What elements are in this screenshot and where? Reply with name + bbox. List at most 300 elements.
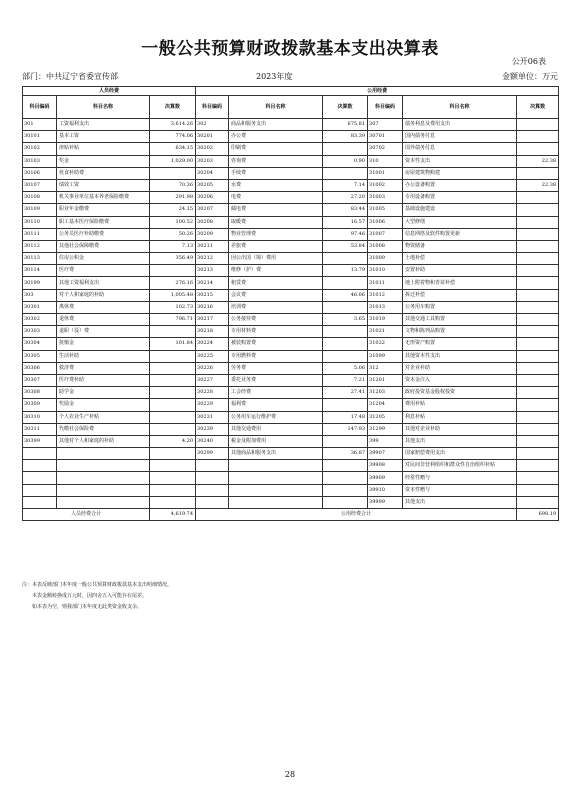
amount-cell: 774.06: [150, 131, 196, 143]
personnel-total-label: 人员经费合计: [23, 509, 150, 521]
amount-cell: [517, 216, 559, 228]
subject-name-cell: 房屋建筑物购建: [403, 167, 517, 179]
col-header-name: 科目名称: [229, 96, 323, 119]
amount-cell: [150, 496, 196, 508]
subject-code-cell: 30305: [23, 350, 57, 362]
amount-cell: 5.06: [323, 362, 368, 374]
subject-name-cell: 经常性赠与: [403, 472, 517, 484]
amount-cell: [517, 411, 559, 423]
amount-cell: 27.20: [323, 192, 368, 204]
amount-cell: [517, 253, 559, 265]
amount-cell: 276.16: [150, 277, 196, 289]
personnel-section-header: 人员经费: [23, 87, 196, 96]
subject-name-cell: 国内债务付息: [403, 131, 517, 143]
subject-name-cell: 电费: [229, 192, 323, 204]
subject-code-cell: 30240: [196, 435, 229, 447]
subject-code-cell: 30701: [368, 131, 403, 143]
amount-cell: [517, 204, 559, 216]
amount-cell: [517, 240, 559, 252]
subject-name-cell: 费用补贴: [403, 399, 517, 411]
table-row: [23, 119, 559, 131]
subject-name-cell: 公务员医疗补助缴费: [57, 228, 150, 240]
subject-name-cell: 培训费: [229, 301, 323, 313]
amount-cell: 13.79: [323, 265, 368, 277]
table-row: [23, 387, 559, 399]
amount-cell: [150, 362, 196, 374]
table-row: [23, 301, 559, 313]
subject-name-cell: 津贴补贴: [57, 143, 150, 155]
subject-code-cell: 31204: [368, 399, 403, 411]
subject-code-cell: 30211: [196, 240, 229, 252]
amount-cell: [517, 119, 559, 131]
subject-code-cell: 30228: [196, 387, 229, 399]
amount-cell: [517, 143, 559, 155]
amount-cell: [150, 167, 196, 179]
amount-cell: [517, 387, 559, 399]
table-row: [23, 496, 559, 508]
subject-name-cell: 个人农业生产补贴: [57, 411, 150, 423]
subject-name-cell: 资本金注入: [403, 374, 517, 386]
amount-cell: [150, 472, 196, 484]
amount-cell: 24.15: [150, 204, 196, 216]
col-header-code: 科目编码: [368, 96, 403, 119]
subject-name-cell: 委托业务费: [229, 374, 323, 386]
amount-unit: 金额单位：万元: [502, 72, 558, 81]
subject-name-cell: 工会经费: [229, 387, 323, 399]
table-row: [23, 167, 559, 179]
subject-name-cell: [229, 472, 323, 484]
subject-name-cell: 政府投资基金股权投资: [403, 387, 517, 399]
subject-name-cell: 维修（护）费: [229, 265, 323, 277]
subject-name-cell: 代缴社会保险费: [57, 423, 150, 435]
form-number: 公开06表: [511, 57, 546, 66]
subject-code-cell: 30103: [23, 155, 57, 167]
subject-code-cell: 301: [23, 119, 57, 131]
amount-cell: [323, 496, 368, 508]
amount-cell: 97.46: [323, 228, 368, 240]
subject-code-cell: 30304: [23, 338, 57, 350]
amount-cell: 16.57: [323, 216, 368, 228]
amount-cell: 27.41: [323, 387, 368, 399]
subject-code-cell: 30113: [23, 253, 57, 265]
subject-name-cell: 退职（役）费: [57, 326, 150, 338]
subject-name-cell: 基础设施建设: [403, 204, 517, 216]
meta-row: [22, 71, 558, 82]
subject-name-cell: 抚恤金: [57, 338, 150, 350]
subject-code-cell: 30111: [23, 228, 57, 240]
subject-name-cell: 医疗费补助: [57, 374, 150, 386]
subject-name-cell: 其他工资福利支出: [57, 277, 150, 289]
subject-name-cell: 离休费: [57, 301, 150, 313]
subject-code-cell: 31002: [368, 179, 403, 191]
subject-code-cell: 30110: [23, 216, 57, 228]
subject-code-cell: 30216: [196, 301, 229, 313]
amount-cell: [517, 374, 559, 386]
subject-code-cell: 30307: [23, 374, 57, 386]
subject-code-cell: [23, 472, 57, 484]
public-total-label: 公用经费合计: [196, 509, 517, 521]
page-number: 28: [284, 770, 296, 779]
amount-cell: [517, 472, 559, 484]
subject-code-cell: 31022: [368, 338, 403, 350]
table-row: [23, 143, 559, 155]
subject-code-cell: 30205: [196, 179, 229, 191]
table-row: [23, 338, 559, 350]
subject-code-cell: 31006: [368, 216, 403, 228]
subject-name-cell: 机关事业单位基本养老保险缴费: [57, 192, 150, 204]
subject-code-cell: [23, 496, 57, 508]
table-row: [23, 472, 559, 484]
subject-name-cell: 物业管理费: [229, 228, 323, 240]
subject-name-cell: 债务利息及费用支出: [403, 119, 517, 131]
subject-name-cell: [229, 484, 323, 496]
amount-cell: [150, 411, 196, 423]
subject-name-cell: 邮电费: [229, 204, 323, 216]
expenditure-table: [22, 86, 559, 521]
subject-code-cell: 30107: [23, 179, 57, 191]
subject-name-cell: 水费: [229, 179, 323, 191]
subject-name-cell: 国外债务付息: [403, 143, 517, 155]
subject-code-cell: 30302: [23, 314, 57, 326]
subject-code-cell: 30224: [196, 338, 229, 350]
amount-cell: 101.84: [150, 338, 196, 350]
subject-code-cell: 31012: [368, 289, 403, 301]
amount-cell: 102.73: [150, 301, 196, 313]
subject-code-cell: 39908: [368, 460, 403, 472]
note-line: 如本表为空，则我部门本年度无此类资金收支余。: [32, 604, 143, 610]
subject-name-cell: 奖金: [57, 155, 150, 167]
subject-name-cell: [57, 496, 150, 508]
subject-code-cell: 30204: [196, 167, 229, 179]
amount-cell: [517, 399, 559, 411]
amount-cell: 3.65: [323, 314, 368, 326]
table-row: [23, 374, 559, 386]
subject-code-cell: 30202: [196, 143, 229, 155]
subject-name-cell: 公务接待费: [229, 314, 323, 326]
subject-name-cell: 办公设备购置: [403, 179, 517, 191]
subject-name-cell: 对企业补助: [403, 362, 517, 374]
amount-cell: [517, 131, 559, 143]
table-row: [23, 314, 559, 326]
subject-code-cell: 31008: [368, 240, 403, 252]
subject-name-cell: 安置补助: [403, 265, 517, 277]
amount-cell: 356.49: [150, 253, 196, 265]
subject-code-cell: 31007: [368, 228, 403, 240]
subject-name-cell: 住房公积金: [57, 253, 150, 265]
subject-name-cell: 办公费: [229, 131, 323, 143]
subject-name-cell: 税金及附加费用: [229, 435, 323, 447]
subject-code-cell: 30227: [196, 374, 229, 386]
subject-code-cell: 30214: [196, 277, 229, 289]
amount-cell: [517, 362, 559, 374]
subject-name-cell: [57, 460, 150, 472]
amount-cell: [323, 301, 368, 313]
subject-code-cell: 30310: [23, 411, 57, 423]
subject-code-cell: 30231: [196, 411, 229, 423]
subject-code-cell: 30217: [196, 314, 229, 326]
amount-cell: [150, 265, 196, 277]
subject-code-cell: 30114: [23, 265, 57, 277]
amount-cell: [323, 472, 368, 484]
subject-code-cell: 30308: [23, 387, 57, 399]
subject-name-cell: 其他对个人和家庭的补助: [57, 435, 150, 447]
subject-code-cell: 312: [368, 362, 403, 374]
amount-cell: [517, 350, 559, 362]
amount-cell: 22.38: [517, 155, 559, 167]
table-row: [23, 216, 559, 228]
amount-cell: 17.48: [323, 411, 368, 423]
col-header-amount: 决算数: [150, 96, 196, 119]
subject-name-cell: [229, 460, 323, 472]
subject-code-cell: 30311: [23, 423, 57, 435]
amount-cell: [517, 423, 559, 435]
amount-cell: [517, 448, 559, 460]
subject-code-cell: 31005: [368, 204, 403, 216]
col-header-name: 科目名称: [403, 96, 517, 119]
col-header-name: 科目名称: [57, 96, 150, 119]
table-row: [23, 362, 559, 374]
amount-cell: [323, 253, 368, 265]
subject-code-cell: 39999: [368, 496, 403, 508]
subject-code-cell: 30209: [196, 228, 229, 240]
subject-name-cell: 土地补偿: [403, 253, 517, 265]
section-header-row: [23, 87, 559, 96]
amount-cell: 3,614.26: [150, 119, 196, 131]
subject-code-cell: 30102: [23, 143, 57, 155]
table-row: [23, 399, 559, 411]
department-label: 部门：中共辽宁省委宣传部: [22, 72, 118, 81]
amount-cell: [517, 228, 559, 240]
subject-code-cell: [196, 472, 229, 484]
subject-name-cell: 其他对企业补助: [403, 423, 517, 435]
subject-code-cell: [23, 448, 57, 460]
amount-cell: 675.81: [323, 119, 368, 131]
table-row: [23, 179, 559, 191]
subject-name-cell: [57, 448, 150, 460]
subject-code-cell: 303: [23, 289, 57, 301]
amount-cell: [150, 326, 196, 338]
amount-cell: [517, 167, 559, 179]
note-line: 本表金额转换成万元时，因四舍五入可能存在尾差。: [32, 593, 148, 599]
subject-code-cell: 31003: [368, 192, 403, 204]
col-header-amount: 决算数: [517, 96, 559, 119]
subject-name-cell: 其他交通费用: [229, 423, 323, 435]
subject-code-cell: [196, 484, 229, 496]
subject-name-cell: 物资储备: [403, 240, 517, 252]
table-row: [23, 423, 559, 435]
subject-name-cell: 因公出国（境）费用: [229, 253, 323, 265]
subject-code-cell: 31011: [368, 277, 403, 289]
subject-code-cell: 39910: [368, 484, 403, 496]
subject-name-cell: 专用燃料费: [229, 350, 323, 362]
amount-cell: 634.15: [150, 143, 196, 155]
subject-name-cell: 专用材料费: [229, 326, 323, 338]
subject-name-cell: 对个人和家庭的补助: [57, 289, 150, 301]
subject-code-cell: [23, 460, 57, 472]
amount-cell: [517, 496, 559, 508]
table-row: [23, 265, 559, 277]
public-total-value: 698.19: [517, 509, 559, 521]
subject-code-cell: 30106: [23, 167, 57, 179]
subject-code-cell: 30225: [196, 350, 229, 362]
table-notes: [22, 580, 172, 613]
subject-code-cell: [23, 484, 57, 496]
amount-cell: 1,029.00: [150, 155, 196, 167]
subject-code-cell: 30208: [196, 216, 229, 228]
subject-name-cell: 其他交通工具购置: [403, 314, 517, 326]
amount-cell: [517, 192, 559, 204]
subject-code-cell: 30207: [196, 204, 229, 216]
amount-cell: [517, 338, 559, 350]
subject-code-cell: 30226: [196, 362, 229, 374]
subject-name-cell: 大型修缮: [403, 216, 517, 228]
subject-code-cell: 30229: [196, 399, 229, 411]
subject-code-cell: 30309: [23, 399, 57, 411]
amount-cell: [517, 460, 559, 472]
subject-code-cell: 31010: [368, 265, 403, 277]
subject-name-cell: 工资福利支出: [57, 119, 150, 131]
subject-code-cell: 31001: [368, 167, 403, 179]
subject-code-cell: 30303: [23, 326, 57, 338]
subject-name-cell: 取暖费: [229, 216, 323, 228]
subject-code-cell: 30112: [23, 240, 57, 252]
subject-code-cell: 31299: [368, 423, 403, 435]
subject-name-cell: 奖励金: [57, 399, 150, 411]
subject-code-cell: [196, 496, 229, 508]
amount-cell: [150, 460, 196, 472]
subject-name-cell: 咨询费: [229, 155, 323, 167]
public-section-header: 公用经费: [196, 87, 559, 96]
amount-cell: [517, 314, 559, 326]
table-row: [23, 411, 559, 423]
amount-cell: [150, 448, 196, 460]
table-row: [23, 204, 559, 216]
subject-name-cell: 退休费: [57, 314, 150, 326]
amount-cell: [323, 350, 368, 362]
note-line: 注：本表反映部门本年度一般公共预算财政拨款基本支出明细情况。: [22, 582, 173, 588]
subject-code-cell: [196, 460, 229, 472]
amount-cell: [150, 423, 196, 435]
subject-name-cell: 印刷费: [229, 143, 323, 155]
subject-code-cell: 30702: [368, 143, 403, 155]
subject-name-cell: 资本性支出: [403, 155, 517, 167]
amount-cell: 70.36: [150, 179, 196, 191]
table-row: [23, 350, 559, 362]
subject-code-cell: 30239: [196, 423, 229, 435]
subject-code-cell: 30218: [196, 326, 229, 338]
subject-name-cell: 拆迁补偿: [403, 289, 517, 301]
subject-code-cell: 30306: [23, 362, 57, 374]
subject-code-cell: 30213: [196, 265, 229, 277]
subject-code-cell: 30301: [23, 301, 57, 313]
subject-name-cell: 其他商品和服务支出: [229, 448, 323, 460]
amount-cell: 7.21: [323, 374, 368, 386]
subject-name-cell: 会议费: [229, 289, 323, 301]
subject-name-cell: 救济费: [57, 362, 150, 374]
subject-code-cell: 30215: [196, 289, 229, 301]
amount-cell: [150, 387, 196, 399]
subject-name-cell: 职工基本医疗保险缴费: [57, 216, 150, 228]
subject-code-cell: 310: [368, 155, 403, 167]
subject-name-cell: 其他支出: [403, 435, 517, 447]
subject-name-cell: 国家赔偿费用支出: [403, 448, 517, 460]
col-header-code: 科目编码: [196, 96, 229, 119]
subject-name-cell: 差旅费: [229, 240, 323, 252]
subject-name-cell: 其他社会保障缴费: [57, 240, 150, 252]
amount-cell: [323, 167, 368, 179]
amount-cell: [150, 399, 196, 411]
table-row: [23, 240, 559, 252]
subject-name-cell: 其他支出: [403, 496, 517, 508]
subject-code-cell: 39909: [368, 472, 403, 484]
amount-cell: [517, 265, 559, 277]
subject-code-cell: 30101: [23, 131, 57, 143]
subject-name-cell: 专用设备购置: [403, 192, 517, 204]
amount-cell: [517, 326, 559, 338]
table-row: [23, 131, 559, 143]
subject-code-cell: 307: [368, 119, 403, 131]
fiscal-year: 2023年度: [256, 72, 293, 81]
personnel-total-value: 4,619.74: [150, 509, 196, 521]
subject-name-cell: 手续费: [229, 167, 323, 179]
table-row: [23, 277, 559, 289]
subject-code-cell: 31203: [368, 387, 403, 399]
subject-name-cell: 对民间非营利组织和群众性自治组织补贴: [403, 460, 517, 472]
amount-cell: 46.06: [323, 289, 368, 301]
subject-name-cell: 被装购置费: [229, 338, 323, 350]
amount-cell: 796.71: [150, 314, 196, 326]
col-header-code: 科目编码: [23, 96, 57, 119]
table-row: [23, 253, 559, 265]
subject-code-cell: 31099: [368, 350, 403, 362]
amount-cell: [323, 460, 368, 472]
subject-code-cell: 30299: [196, 448, 229, 460]
amount-cell: 147.93: [323, 423, 368, 435]
subject-code-cell: 30199: [23, 277, 57, 289]
amount-cell: [323, 399, 368, 411]
subject-name-cell: [57, 472, 150, 484]
subject-name-cell: 地上附着物和青苗补偿: [403, 277, 517, 289]
amount-cell: [323, 143, 368, 155]
subject-code-cell: 399: [368, 435, 403, 447]
col-header-amount: 决算数: [323, 96, 368, 119]
amount-cell: 1,005.48: [150, 289, 196, 301]
subject-code-cell: 30206: [196, 192, 229, 204]
amount-cell: 22.38: [517, 179, 559, 191]
subject-name-cell: [57, 484, 150, 496]
amount-cell: 83.39: [323, 131, 368, 143]
amount-cell: [323, 484, 368, 496]
subject-code-cell: 31019: [368, 314, 403, 326]
subject-name-cell: 其他资本性支出: [403, 350, 517, 362]
amount-cell: 100.52: [150, 216, 196, 228]
subject-code-cell: 31021: [368, 326, 403, 338]
amount-cell: [517, 289, 559, 301]
subject-name-cell: 生活补助: [57, 350, 150, 362]
subject-name-cell: 伙食补助费: [57, 167, 150, 179]
subject-name-cell: 商品和服务支出: [229, 119, 323, 131]
subject-name-cell: 助学金: [57, 387, 150, 399]
table-row: [23, 484, 559, 496]
subject-name-cell: 公务用车运行维护费: [229, 411, 323, 423]
subject-code-cell: 30399: [23, 435, 57, 447]
table-row: [23, 448, 559, 460]
amount-cell: 7.14: [323, 179, 368, 191]
subject-name-cell: 劳务费: [229, 362, 323, 374]
subject-code-cell: 31013: [368, 301, 403, 313]
amount-cell: [150, 374, 196, 386]
amount-cell: [323, 326, 368, 338]
